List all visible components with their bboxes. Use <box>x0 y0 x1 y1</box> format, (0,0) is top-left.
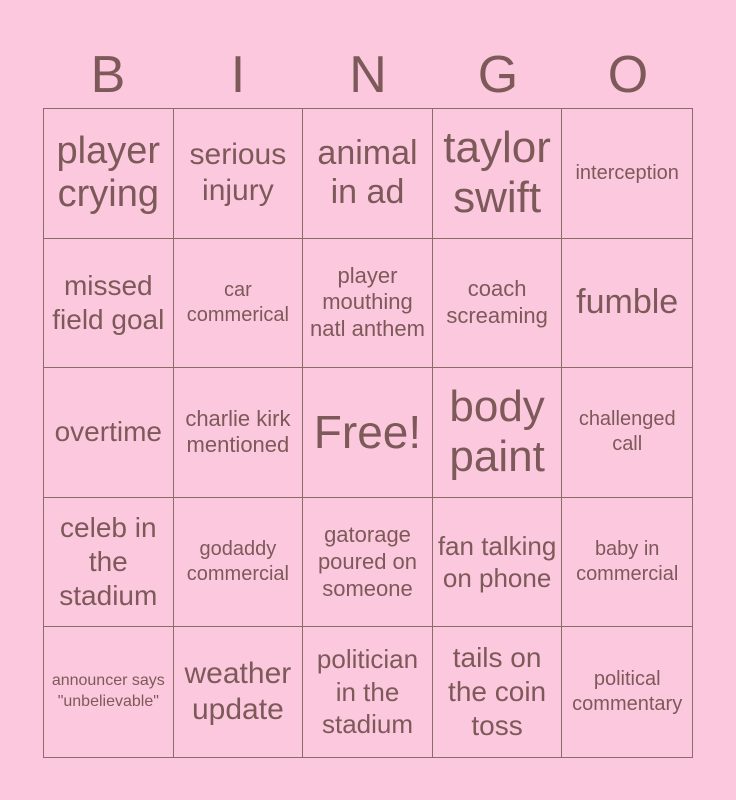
bingo-cell[interactable] <box>562 109 692 239</box>
cell-label: player mouthing natl anthem <box>310 262 425 342</box>
cell-label: tails on the coin toss <box>448 641 547 742</box>
bingo-cell[interactable] <box>562 368 692 498</box>
cell-label: announcer says "unbelievable" <box>51 672 165 711</box>
bingo-cell[interactable] <box>174 368 304 498</box>
bingo-cell[interactable] <box>433 239 563 369</box>
bingo-cell[interactable] <box>174 498 304 628</box>
cell-label: politician in the stadium <box>316 644 419 740</box>
bingo-cell[interactable] <box>174 109 304 239</box>
bingo-cell[interactable] <box>433 368 563 498</box>
bingo-cell[interactable] <box>303 109 433 239</box>
cell-label: animal in ad <box>317 134 418 212</box>
cell-label: celeb in the stadium <box>59 511 158 612</box>
bingo-cell[interactable] <box>562 627 692 757</box>
header-letter-o: O <box>607 46 649 104</box>
cell-label: fan talking on phone <box>437 530 557 594</box>
cell-label: interception <box>575 161 679 184</box>
cell-label: car commerical <box>186 278 290 326</box>
cell-label: weather update <box>184 656 292 727</box>
bingo-cell[interactable] <box>44 239 174 369</box>
free-space-cell[interactable] <box>303 368 433 498</box>
bingo-cell[interactable] <box>303 239 433 369</box>
bingo-cell[interactable] <box>433 109 563 239</box>
bingo-cell[interactable] <box>433 627 563 757</box>
cell-label: serious injury <box>189 137 287 208</box>
cell-label: godaddy commercial <box>186 538 290 586</box>
free-space-label: Free! <box>313 406 422 459</box>
cell-label: player crying <box>56 129 161 216</box>
bingo-cell[interactable] <box>174 239 304 369</box>
bingo-cell[interactable] <box>303 627 433 757</box>
bingo-cell[interactable] <box>44 498 174 628</box>
cell-label: missed field goal <box>52 269 165 335</box>
header-letter-b: B <box>90 46 126 104</box>
cell-label: taylor swift <box>443 122 551 223</box>
bingo-cell[interactable] <box>303 498 433 628</box>
cell-label: political commentary <box>572 668 683 716</box>
bingo-cell[interactable] <box>433 498 563 628</box>
bingo-cell[interactable] <box>44 368 174 498</box>
cell-label: overtime <box>54 416 162 448</box>
bingo-header <box>43 44 693 106</box>
cell-label: charlie kirk mentioned <box>185 405 291 458</box>
bingo-cell[interactable] <box>44 109 174 239</box>
cell-label: baby in commercial <box>576 538 679 586</box>
header-letter-n: N <box>349 46 387 104</box>
cell-label: coach screaming <box>446 276 548 328</box>
cell-label: gatorage poured on someone <box>317 521 418 601</box>
cell-label: body paint <box>449 381 545 482</box>
bingo-cell[interactable] <box>562 239 692 369</box>
bingo-cell[interactable] <box>44 627 174 757</box>
header-letter-i: I <box>230 46 246 104</box>
cell-label: challenged call <box>578 408 676 456</box>
bingo-cell[interactable] <box>174 627 304 757</box>
header-letter-g: G <box>477 46 519 104</box>
bingo-cell[interactable] <box>562 498 692 628</box>
bingo-board <box>43 108 693 758</box>
cell-label: fumble <box>576 283 679 322</box>
